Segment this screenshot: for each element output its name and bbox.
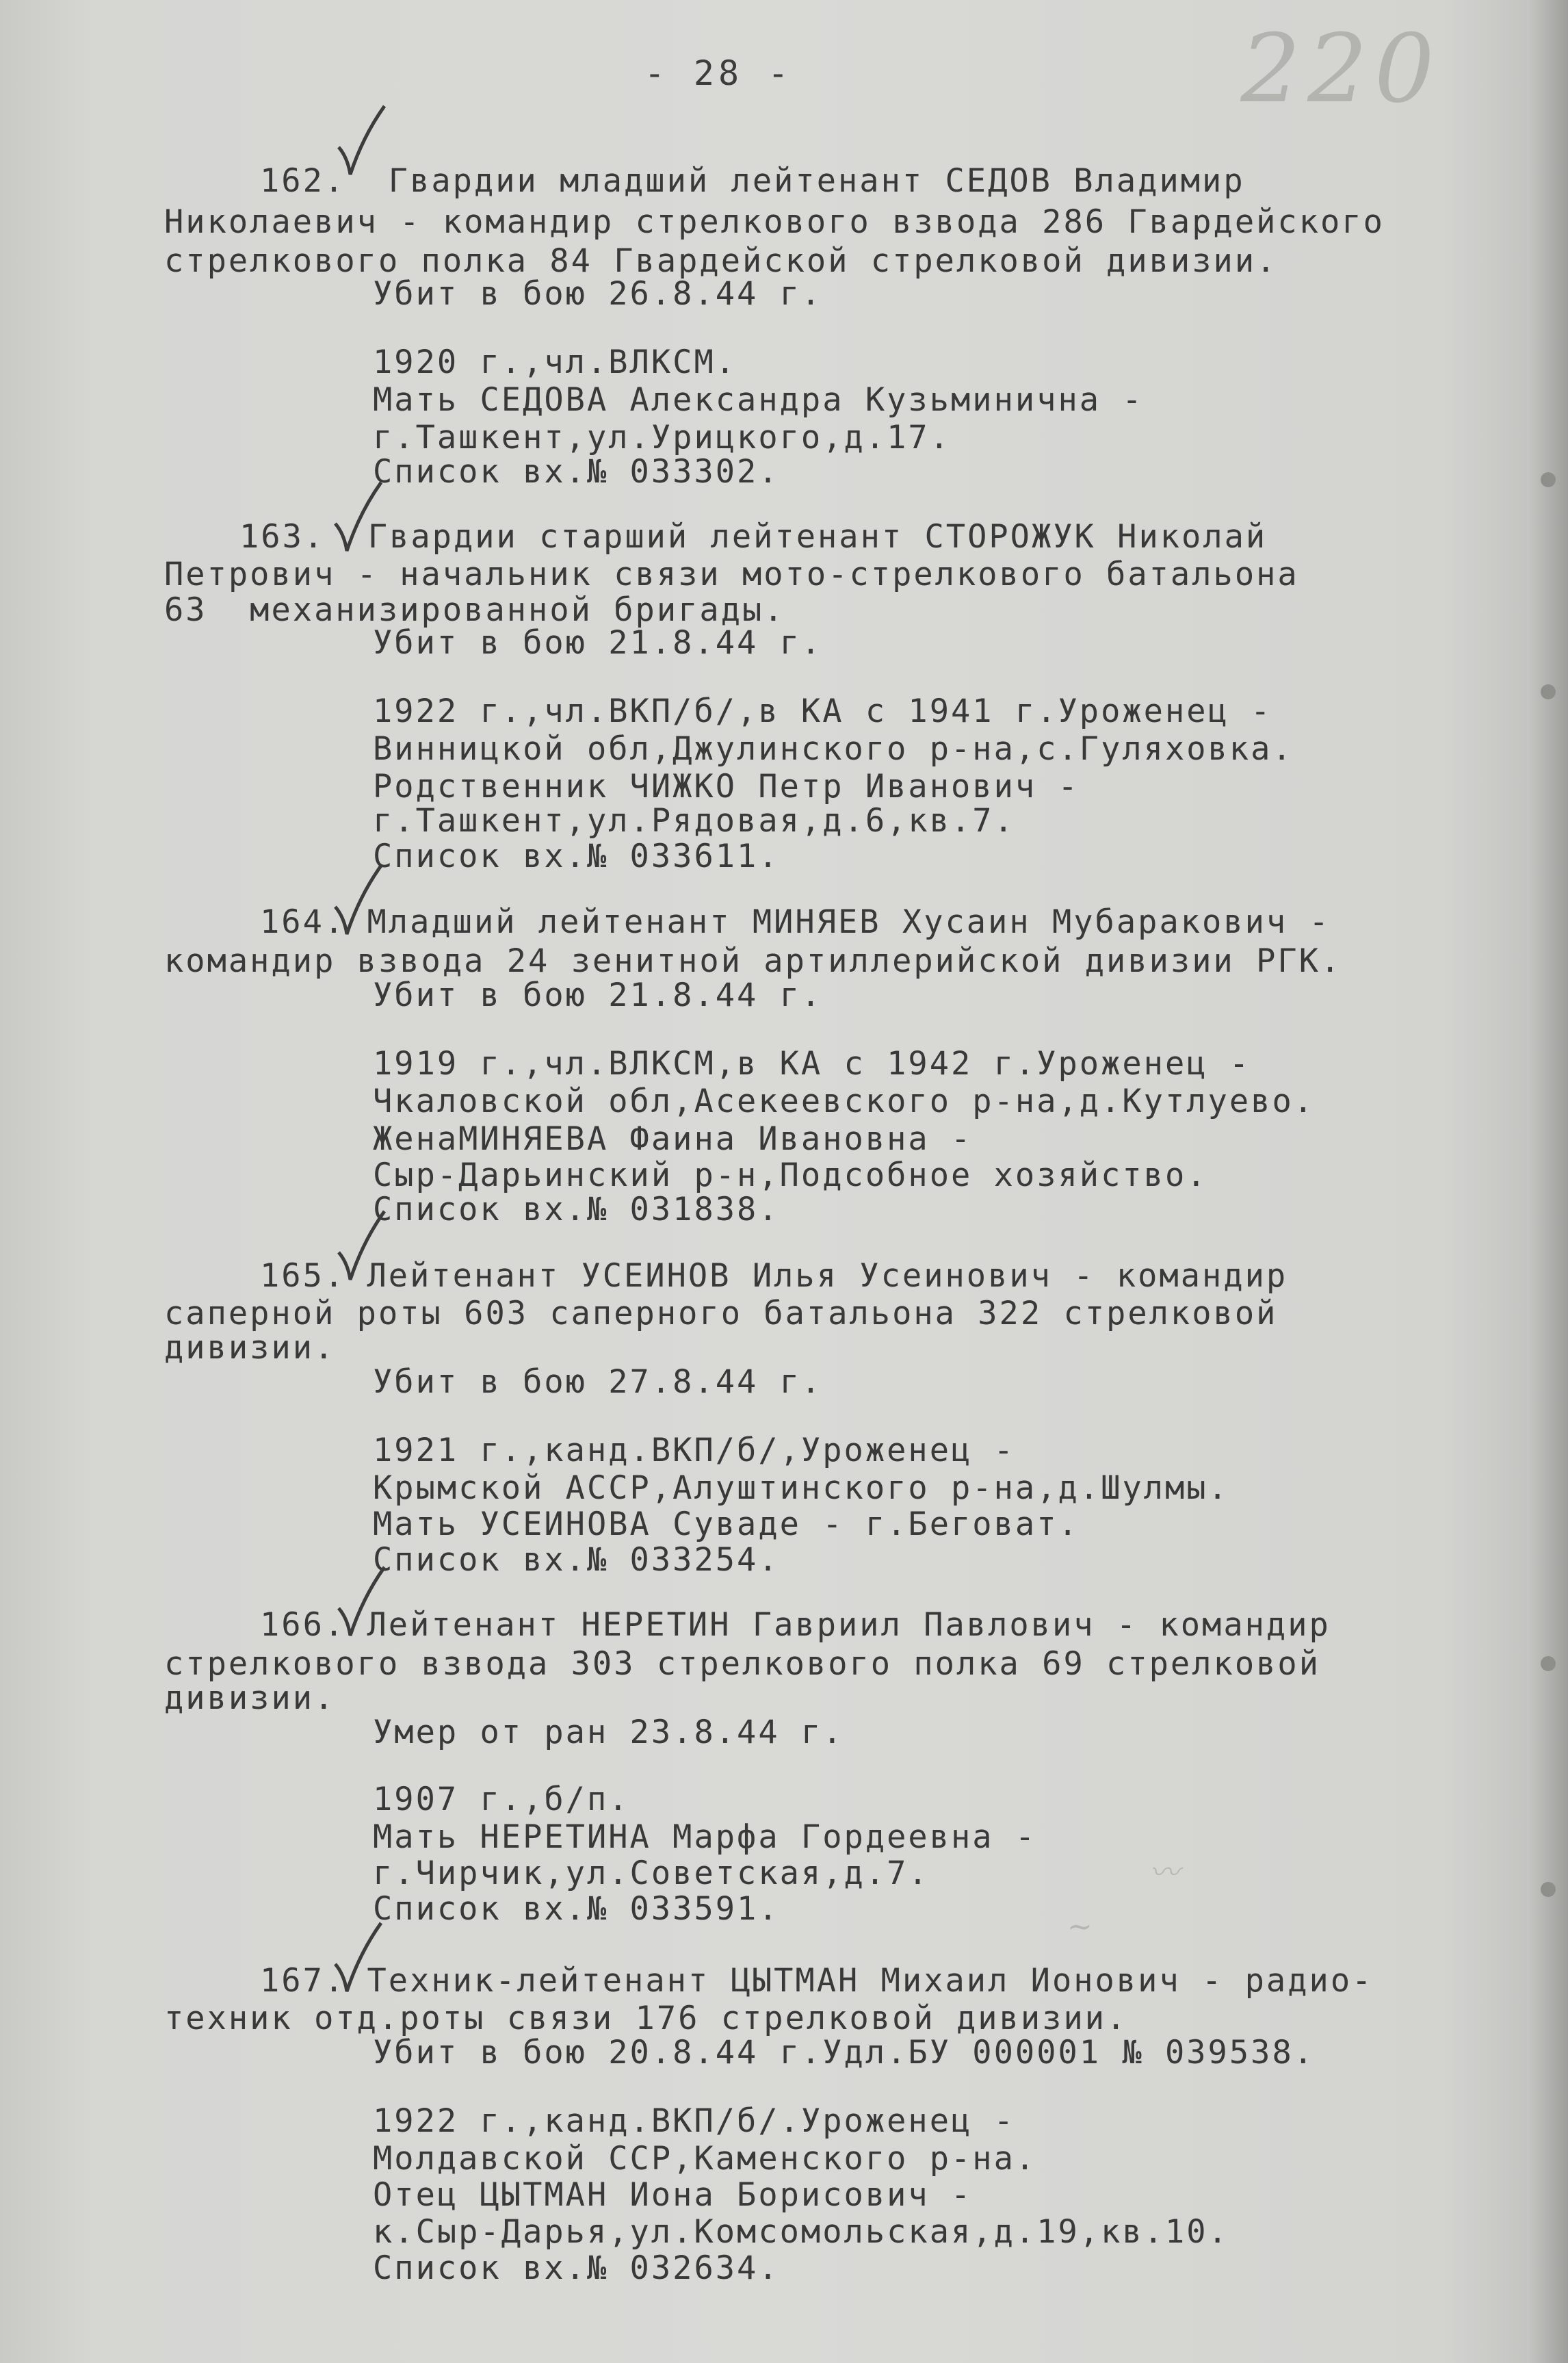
entry-165-line-7: Мать УСЕИНОВА Суваде - г.Беговат. xyxy=(373,1506,1080,1543)
entry-162-line-1: 162. Гвардии младший лейтенант СЕДОВ Владимир xyxy=(260,162,1245,200)
entry-164-line-1: 164. Младший лейтенант МИНЯЕВ Хусаин Мубаракович - xyxy=(260,903,1331,941)
entry-163-line-2: Петрович - начальник связи мото-стрелкового батальона xyxy=(164,556,1299,593)
entry-163-line-3: 63 механизированной бригады. xyxy=(164,591,785,629)
pencil-mark: 〰 xyxy=(1149,1855,1179,1890)
entry-163-line-4: Убит в бою 21.8.44 г. xyxy=(373,624,823,662)
entry-166-line-7: г.Чирчик,ул.Советская,д.7. xyxy=(373,1855,930,1892)
entry-166-line-3: дивизии. xyxy=(164,1679,336,1717)
entry-165-line-8: Список вх.№ 033254. xyxy=(373,1541,780,1579)
entry-166-line-8: Список вх.№ 033591. xyxy=(373,1890,780,1928)
entry-162-line-2: Николаевич - командир стрелкового взвода 286 Гвардейского xyxy=(164,203,1385,241)
binding-hole xyxy=(1541,1882,1556,1897)
entry-167-line-1: 167. Техник-лейтенант ЦЫТМАН Михаил Ионович - радио- xyxy=(260,1962,1374,2000)
entry-167-line-3: Убит в бою 20.8.44 г.Удл.БУ 000001 № 039538. xyxy=(373,2034,1316,2071)
entry-165-line-3: дивизии. xyxy=(164,1329,336,1367)
entry-163-line-7: Родственник ЧИЖКО Петр Иванович - xyxy=(373,768,1080,805)
entry-165-line-2: саперной роты 603 саперного батальона 322 стрелковой xyxy=(164,1295,1278,1332)
entry-167-line-7: к.Сыр-Дарья,ул.Комсомольская,д.19,кв.10. xyxy=(373,2213,1229,2251)
entry-164-line-8: Список вх.№ 031838. xyxy=(373,1191,780,1228)
entry-163-line-5: 1922 г.,чл.ВКП/б/,в КА с 1941 г.Уроженец - xyxy=(373,693,1272,730)
binding-hole xyxy=(1541,1656,1556,1671)
entry-162-line-3: стрелкового полка 84 Гвардейской стрелковой дивизии. xyxy=(164,242,1278,280)
entry-166-line-5: 1907 г.,б/п. xyxy=(373,1781,630,1818)
entry-164-line-2: командир взвода 24 зенитной артиллерийской дивизии РГК. xyxy=(164,942,1342,980)
entry-167-line-4: 1922 г.,канд.ВКП/б/.Уроженец - xyxy=(373,2102,1015,2140)
entry-164-line-3: Убит в бою 21.8.44 г. xyxy=(373,977,823,1014)
entry-164-line-4: 1919 г.,чл.ВЛКСМ,в КА с 1942 г.Уроженец - xyxy=(373,1045,1251,1083)
binding-hole xyxy=(1541,472,1556,487)
entry-167-line-5: Молдавской ССР,Каменского р-на. xyxy=(373,2140,1037,2178)
entry-163-line-8: г.Ташкент,ул.Рядовая,д.6,кв.7. xyxy=(373,802,1015,840)
entry-164-line-5: Чкаловской обл,Асекеевского р-на,д.Кутлуево. xyxy=(373,1083,1316,1120)
entry-165-line-4: Убит в бою 27.8.44 г. xyxy=(373,1363,823,1401)
page-number: - 28 - xyxy=(644,53,793,93)
entry-165-line-6: Крымской АССР,Алуштинского р-на,д.Шулмы. xyxy=(373,1469,1229,1507)
pencil-mark: ~ xyxy=(1067,1909,1093,1944)
entry-166-line-2: стрелкового взвода 303 стрелкового полка 69 стрелковой xyxy=(164,1645,1321,1683)
entry-167-line-6: Отец ЦЫТМАН Иона Борисович - xyxy=(373,2176,973,2214)
entry-166-line-1: 166. Лейтенант НЕРЕТИН Гавриил Павлович - командир xyxy=(260,1606,1331,1644)
entry-162-line-8: Список вх.№ 033302. xyxy=(373,453,780,491)
binding-hole xyxy=(1541,684,1556,699)
page-binding xyxy=(1527,0,1568,2363)
entry-167-line-8: Список вх.№ 032634. xyxy=(373,2249,780,2287)
entry-165-line-1: 165. Лейтенант УСЕИНОВ Илья Усеинович - командир xyxy=(260,1257,1288,1295)
entry-162-line-7: г.Ташкент,ул.Урицкого,д.17. xyxy=(373,419,952,456)
entry-164-line-6: ЖенаМИНЯЕВА Фаина Ивановна - xyxy=(373,1120,973,1158)
entry-166-line-6: Мать НЕРЕТИНА Марфа Гордеевна - xyxy=(373,1818,1037,1856)
entry-163-line-6: Винницкой обл,Джулинского р-на,с.Гуляховка. xyxy=(373,730,1294,768)
entry-163-line-9: Список вх.№ 033611. xyxy=(373,838,780,875)
entry-166-line-4: Умер от ран 23.8.44 г. xyxy=(373,1714,844,1751)
entry-165-line-5: 1921 г.,канд.ВКП/б/,Уроженец - xyxy=(373,1432,1015,1469)
entry-163-line-1: 163. Гвардии старший лейтенант СТОРОЖУК Николай xyxy=(239,518,1268,556)
entry-164-line-7: Сыр-Дарьинский р-н,Подсобное хозяйство. xyxy=(373,1157,1208,1194)
entry-162-line-5: 1920 г.,чл.ВЛКСМ. xyxy=(373,344,737,381)
entry-167-line-2: техник отд.роты связи 176 стрелковой дивизии. xyxy=(164,2000,1128,2037)
archive-page-number: 220 xyxy=(1240,14,1441,124)
entry-162-line-4: Убит в бою 26.8.44 г. xyxy=(373,275,823,313)
entry-162-line-6: Мать СЕДОВА Александра Кузьминична - xyxy=(373,381,1144,419)
